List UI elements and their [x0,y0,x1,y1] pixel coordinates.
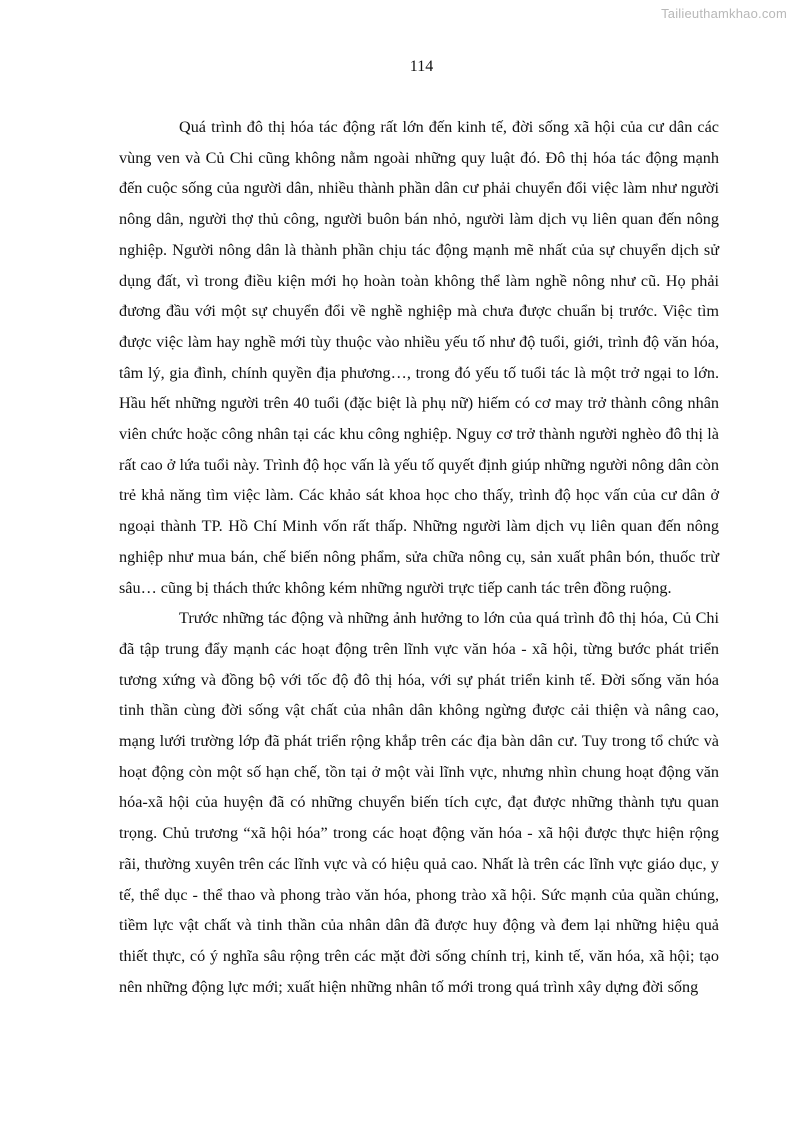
paragraph: Trước những tác động và những ảnh hưởng to lớn của quá trình đô thị hóa, Củ Chi đã tập trung đẩy mạnh các hoạt động trên lĩnh vực văn hóa - xã hội, từng bước phát triển tương xứng và đồng bộ với tốc độ đô thị hóa, với sự phát triển kinh tế. Đời sống văn hóa tinh thần cùng đời sống vật chất của nhân dân không ngừng được cải thiện và nâng cao, mạng lưới trường lớp đã phát triển rộng khắp trên các địa bàn dân cư. Tuy trong tổ chức và hoạt động còn một số hạn chế, tồn tại ở một vài lĩnh vực, nhưng nhìn chung hoạt động văn hóa-xã hội của huyện đã có những chuyển biến tích cực, đạt được những thành tựu quan trọng. Chủ trương “xã hội hóa” trong các hoạt động văn hóa - xã hội được thực hiện rộng rãi, thường xuyên trên các lĩnh vực và có hiệu quả cao. Nhất là trên các lĩnh vực giáo dục, y tế, thể dục - thể thao và phong trào văn hóa, phong trào xã hội. Sức mạnh của quần chúng, tiềm lực vật chất và tinh thần của nhân dân đã được huy động và đem lại những hiệu quả thiết thực, có ý nghĩa sâu rộng trên các mặt đời sống chính trị, kinh tế, văn hóa, xã hội; tạo nên những động lực mới; xuất hiện những nhân tố mới trong quá trình xây dựng đời sống [119,609,719,996]
page-number: 114 [409,58,434,75]
watermark: Tailieuthamkhao.com [661,6,787,21]
paragraph: Quá trình đô thị hóa tác động rất lớn đến kinh tế, đời sống xã hội của cư dân các vùng ven và Củ Chi cũng không nằm ngoài những quy luật đó. Đô thị hóa tác động mạnh đến cuộc sống của người dân, nhiều thành phần dân cư phải chuyển đổi việc làm như người nông dân, người thợ thủ công, người buôn bán nhỏ, người làm dịch vụ liên quan đến nông nghiệp. Người nông dân là thành phần chịu tác động mạnh mẽ nhất của sự chuyển dịch sử dụng đất, vì trong điều kiện mới họ hoàn toàn không thể làm nghề nông như cũ. Họ phải đương đầu với một sự chuyển đổi về nghề nghiệp mà chưa được chuẩn bị trước. Việc tìm được việc làm hay nghề mới tùy thuộc vào nhiều yếu tố như độ tuổi, giới, trình độ văn hóa, tâm lý, gia đình, chính quyền địa phương…, trong đó yếu tố tuổi tác là một trở ngại to lớn. Hầu hết những người trên 40 tuổi (đặc biệt là phụ nữ) hiếm có cơ may trở thành công nhân viên chức hoặc công nhân tại các khu công nghiệp. Nguy cơ trở thành người nghèo đô thị là rất cao ở lứa tuổi này. Trình độ học vấn là yếu tố quyết định giúp những người nông dân còn trẻ khả năng tìm việc làm. Các khảo sát khoa học cho thấy, trình độ học vấn của cư dân ở ngoại thành TP. Hồ Chí Minh vốn rất thấp. Những người làm dịch vụ liên quan đến nông nghiệp như mua bán, chế biến nông phẩm, sửa chữa nông cụ, sản xuất phân bón, thuốc trừ sâu… cũng bị thách thức không kém những người trực tiếp canh tác trên đồng ruộng. [119,118,719,597]
document-body [119,112,719,1002]
